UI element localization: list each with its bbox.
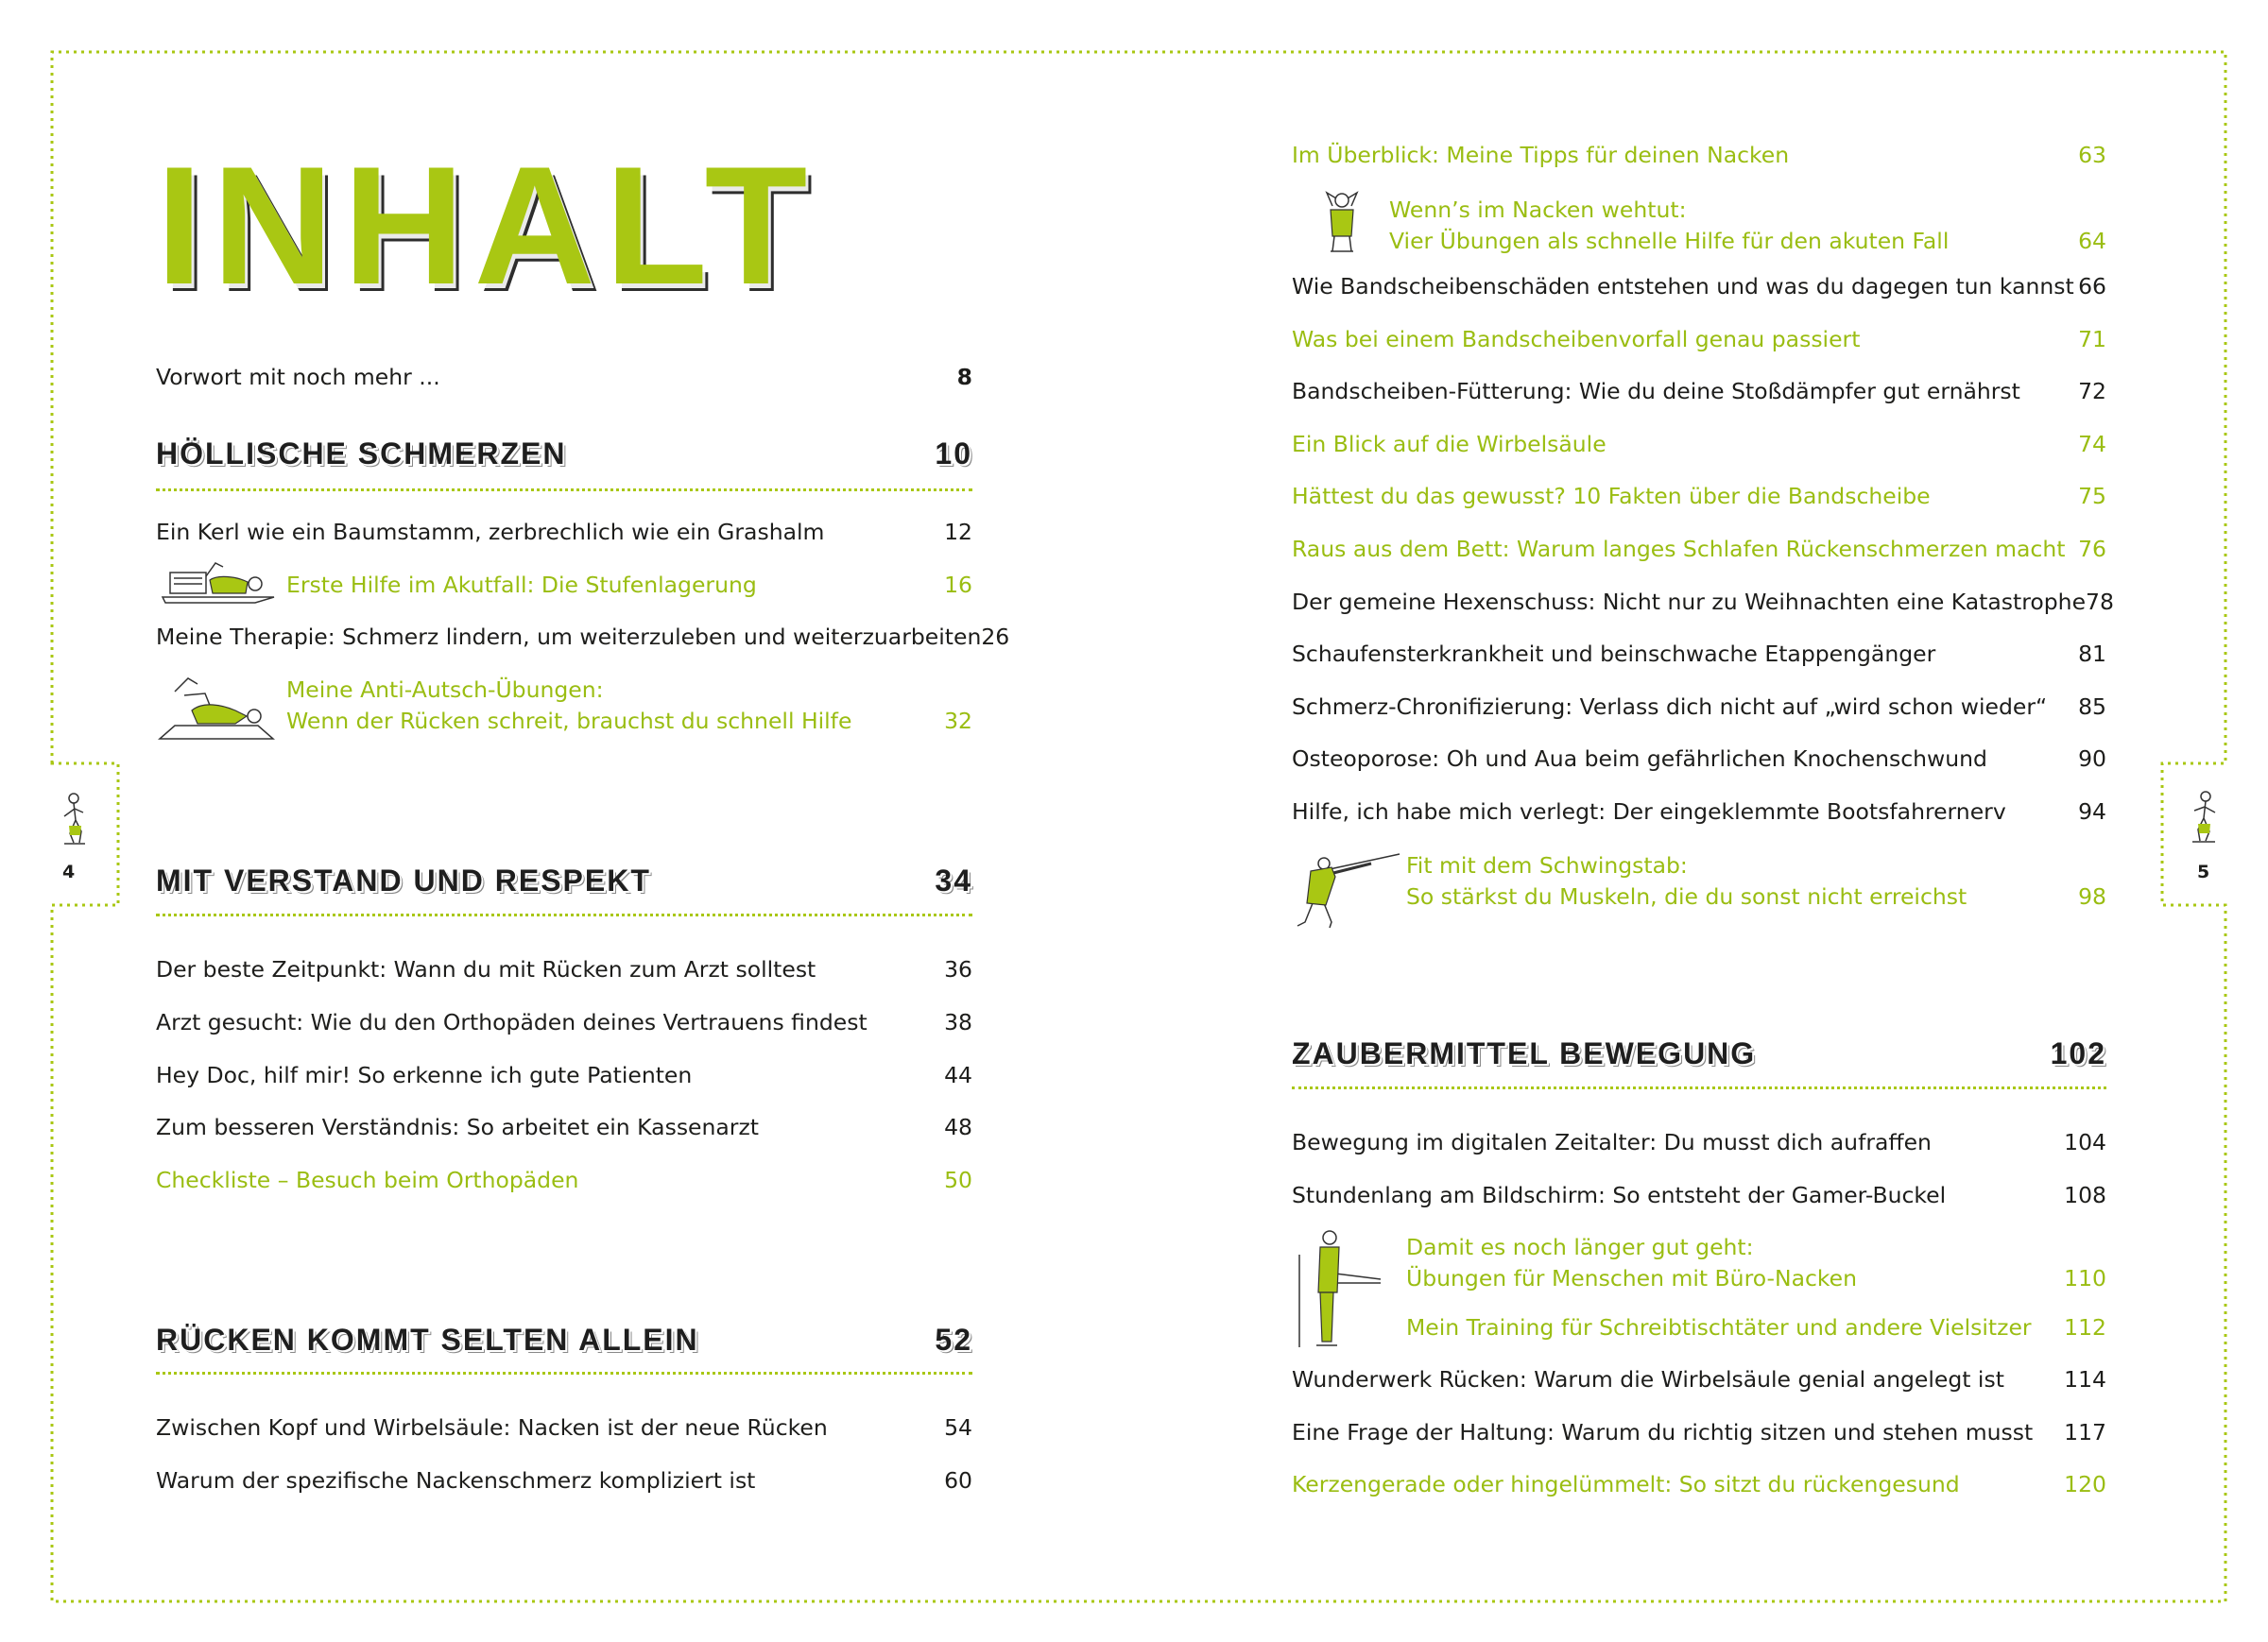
- entry-title: Eine Frage der Haltung: Warum du richtig sitzen und stehen musst: [1292, 1419, 2034, 1445]
- entry-title: Raus aus dem Bett: Warum langes Schlafen Rückenschmerzen macht: [1292, 536, 2066, 562]
- toc-entry[interactable]: [156, 1062, 972, 1088]
- entry-page: 71: [2078, 326, 2106, 352]
- toc-entry-highlight[interactable]: [1292, 431, 2106, 457]
- entry-page: 98: [2078, 883, 2106, 910]
- section-heading-mit-verstand-und-respekt[interactable]: [156, 865, 972, 896]
- section-title: RÜCKEN KOMMT SELTEN ALLEIN: [156, 1323, 699, 1357]
- entry-title: Arzt gesucht: Wie du den Orthopäden deines Vertrauens findest: [156, 1009, 868, 1035]
- entry-page: 64: [2078, 228, 2106, 254]
- entry-page: 38: [944, 1009, 972, 1035]
- entry-title: Meine Therapie: Schmerz lindern, um weiterzuleben und weiterzuarbeiten: [156, 624, 982, 650]
- entry-title: Zum besseren Verständnis: So arbeitet ein Kassenarzt: [156, 1114, 760, 1140]
- entry-page: 90: [2078, 745, 2106, 772]
- entry-page: 66: [2078, 273, 2106, 299]
- right-tab-figure-icon: [2185, 790, 2223, 845]
- toc-entry[interactable]: [1292, 378, 2106, 404]
- entry-page: 108: [2064, 1182, 2106, 1208]
- entry-title: Wenn’s im Nacken wehtut: Vier Übungen als schnelle Hilfe für den akuten Fall: [1389, 197, 1950, 254]
- entry-title: Bewegung im digitalen Zeitalter: Du musst dich aufraffen: [1292, 1129, 1932, 1155]
- toc-entry[interactable]: [1292, 798, 2106, 825]
- entry-title: Schmerz-Chronifizierung: Verlass dich nicht auf „wird schon wieder“: [1292, 693, 2048, 720]
- section-page: 102: [2050, 1036, 2106, 1070]
- entry-page: 60: [944, 1467, 972, 1494]
- office-neck-exercise-illustration: [1290, 1226, 1384, 1349]
- page-number-right: 5: [2197, 862, 2210, 882]
- entry-title: Fit mit dem Schwingstab: So stärkst du Muskeln, die du sonst nicht erreichst: [1406, 852, 1967, 910]
- toc-entry[interactable]: [1292, 745, 2106, 772]
- section-heading-zaubermittel-bewegung[interactable]: [1292, 1038, 2106, 1069]
- entry-title: Warum der spezifische Nackenschmerz kompliziert ist: [156, 1467, 756, 1494]
- anti-autsch-exercise-illustration: [156, 673, 279, 744]
- swing-bar-exercise-illustration: [1292, 850, 1405, 931]
- entry-title: Erste Hilfe im Akutfall: Die Stufenlagerung: [286, 572, 757, 598]
- toc-entry[interactable]: [1292, 1366, 2106, 1393]
- entry-page: 12: [944, 519, 972, 545]
- toc-entry[interactable]: [1292, 1182, 2106, 1208]
- entry-title: Hättest du das gewusst? 10 Fakten über die Bandscheibe: [1292, 483, 1931, 509]
- entry-title: Osteoporose: Oh und Aua beim gefährlichen Knochenschwund: [1292, 745, 1987, 772]
- entry-page: 94: [2078, 798, 2106, 825]
- entry-page: 104: [2064, 1129, 2106, 1155]
- page-number-left: 4: [62, 862, 76, 882]
- entry-title: Ein Blick auf die Wirbelsäule: [1292, 431, 1606, 457]
- entry-title: Hilfe, ich habe mich verlegt: Der eingeklemmte Bootsfahrernerv: [1292, 798, 2006, 825]
- toc-entry-exercise[interactable]: [1406, 1232, 2106, 1294]
- entry-title: Vorwort mit noch mehr ...: [156, 364, 440, 390]
- section-heading-ruecken-kommt-selten-allein[interactable]: [156, 1325, 972, 1355]
- entry-title: Damit es noch länger gut geht: Übungen für Menschen mit Büro-Nacken: [1406, 1234, 1858, 1291]
- toc-entry[interactable]: [156, 1009, 972, 1035]
- toc-entry[interactable]: [1292, 273, 2106, 299]
- entry-page: 85: [2078, 693, 2106, 720]
- entry-page: 81: [2078, 641, 2106, 667]
- toc-entry-exercise[interactable]: [1389, 195, 2106, 257]
- section-title: MIT VERSTAND UND RESPEKT: [156, 864, 651, 898]
- page-title: INHALT: [156, 131, 817, 319]
- toc-entry-exercise[interactable]: [286, 675, 972, 737]
- entry-title: Kerzengerade oder hingelümmelt: So sitzt du rückengesund: [1292, 1471, 1960, 1497]
- toc-entry[interactable]: [1292, 1129, 2106, 1155]
- section-divider: [1292, 1086, 2106, 1089]
- section-divider: [156, 914, 972, 916]
- entry-title: Wunderwerk Rücken: Warum die Wirbelsäule genial angelegt ist: [1292, 1366, 2004, 1393]
- toc-entry[interactable]: [156, 956, 972, 983]
- entry-title: Mein Training für Schreibtischtäter und andere Vielsitzer: [1406, 1314, 2032, 1341]
- section-page: 10: [935, 436, 972, 470]
- entry-title: Checkliste – Besuch beim Orthopäden: [156, 1167, 579, 1193]
- toc-entry-highlight[interactable]: [1292, 1471, 2106, 1497]
- entry-page: 32: [944, 708, 972, 734]
- entry-title: Meine Anti-Autsch-Übungen: Wenn der Rücken schreit, brauchst du schnell Hilfe: [286, 676, 852, 734]
- entry-page: 36: [944, 956, 972, 983]
- toc-entry-exercise[interactable]: [286, 574, 972, 597]
- entry-title: Im Überblick: Meine Tipps für deinen Nacken: [1292, 142, 1790, 168]
- entry-page: 44: [944, 1062, 972, 1088]
- entry-page: 48: [944, 1114, 972, 1140]
- toc-entry-checklist[interactable]: [156, 1167, 972, 1193]
- entry-title: Was bei einem Bandscheibenvorfall genau passiert: [1292, 326, 1861, 352]
- entry-page: 75: [2078, 483, 2106, 509]
- toc-entry[interactable]: [156, 1414, 972, 1441]
- entry-page: 120: [2064, 1471, 2106, 1497]
- section-divider: [156, 1372, 972, 1375]
- entry-title: Der beste Zeitpunkt: Wann du mit Rücken zum Arzt solltest: [156, 956, 816, 983]
- entry-title: Hey Doc, hilf mir! So erkenne ich gute Patienten: [156, 1062, 693, 1088]
- section-title: HÖLLISCHE SCHMERZEN: [156, 436, 567, 470]
- toc-entry[interactable]: [156, 624, 1010, 650]
- entry-page: 110: [2064, 1265, 2106, 1291]
- entry-title: Schaufensterkrankheit und beinschwache Etappengänger: [1292, 641, 1936, 667]
- entry-page: 117: [2064, 1419, 2106, 1445]
- neck-exercise-illustration: [1304, 189, 1372, 257]
- entry-page: 72: [2078, 378, 2106, 404]
- section-title: ZAUBERMITTEL BEWEGUNG: [1292, 1036, 1757, 1070]
- toc-entry-highlight[interactable]: [1292, 326, 2106, 352]
- step-positioning-illustration: [161, 556, 279, 605]
- toc-entry[interactable]: [1292, 589, 2114, 615]
- toc-entry[interactable]: [1292, 693, 2106, 720]
- toc-entry-exercise[interactable]: [1406, 1314, 2106, 1341]
- toc-entry-exercise[interactable]: [1406, 850, 2106, 913]
- entry-page: 50: [944, 1167, 972, 1193]
- entry-page: 63: [2078, 142, 2106, 168]
- toc-entry-foreword[interactable]: [156, 364, 972, 390]
- entry-title: Der gemeine Hexenschuss: Nicht nur zu Weihnachten eine Katastrophe: [1292, 589, 2087, 615]
- section-heading-hoellische-schmerzen[interactable]: [156, 438, 972, 469]
- entry-page: 54: [944, 1414, 972, 1441]
- entry-title: Stundenlang am Bildschirm: So entsteht der Gamer-Buckel: [1292, 1182, 1947, 1208]
- entry-page: 78: [2086, 589, 2114, 615]
- entry-page: 114: [2064, 1366, 2106, 1393]
- section-page: 52: [935, 1323, 972, 1357]
- entry-page: 26: [981, 624, 1010, 650]
- entry-title: Ein Kerl wie ein Baumstamm, zerbrechlich wie ein Grashalm: [156, 519, 825, 545]
- entry-title: Wie Bandscheibenschäden entstehen und was du dagegen tun kannst: [1292, 273, 2074, 299]
- toc-entry[interactable]: [1292, 643, 2106, 666]
- toc-entry[interactable]: [1292, 1419, 2106, 1445]
- entry-page: 16: [944, 572, 972, 598]
- entry-page: 76: [2078, 536, 2106, 562]
- section-divider: [156, 488, 972, 491]
- toc-entry[interactable]: [156, 1467, 972, 1494]
- section-page: 34: [935, 864, 972, 898]
- toc-entry-highlight[interactable]: [1292, 483, 2106, 509]
- left-tab-figure-icon: [55, 792, 93, 847]
- toc-entry[interactable]: [156, 519, 972, 545]
- entry-page: 74: [2078, 431, 2106, 457]
- entry-title: Zwischen Kopf und Wirbelsäule: Nacken ist der neue Rücken: [156, 1414, 828, 1441]
- toc-entry[interactable]: [156, 1114, 972, 1140]
- toc-entry-highlight[interactable]: [1292, 536, 2106, 562]
- entry-title: Bandscheiben-Fütterung: Wie du deine Stoßdämpfer gut ernährst: [1292, 378, 2020, 404]
- toc-entry-overview[interactable]: [1292, 142, 2106, 168]
- entry-page: 112: [2064, 1314, 2106, 1341]
- entry-page: 8: [956, 364, 972, 390]
